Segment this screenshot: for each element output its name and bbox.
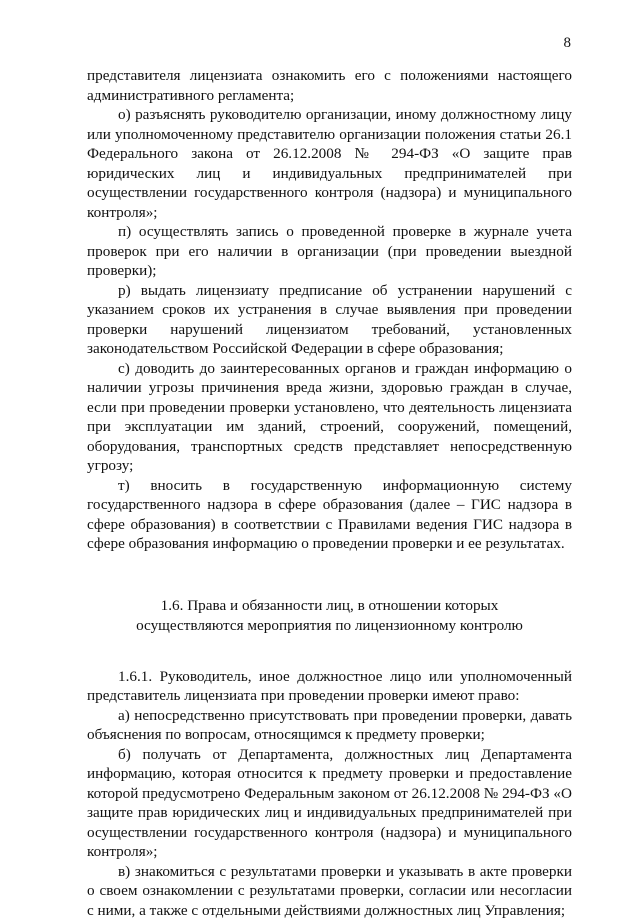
section-heading	[87, 596, 572, 636]
paragraph: с) доводить до заинтересованных органов и граждан информацию о наличии угрозы причинения вреда жизни, здоровью граждан в случае, если при проведении проверки установлено, что деятельность лицензиата при эксплуатации им зданий, строений, сооружений, помещений, оборудования, транспортных средств представляет непосредственную угрозу;	[87, 359, 572, 476]
section-heading-line-2: осуществляются мероприятия по лицензионному контролю	[87, 616, 572, 636]
paragraph: о) разъяснять руководителю организации, иному должностному лицу или уполномоченному представителю организации положения статьи 26.1 Федерального закона от 26.12.2008 № 294-ФЗ «О защите прав юридических лиц и индивидуальных предпринимателей при осуществлении государственного контроля (надзора) и муниципального контроля»;	[87, 105, 572, 222]
paragraph: представителя лицензиата ознакомить его с положениями настоящего административного регламента;	[87, 66, 572, 105]
paragraph: 1.6.1. Руководитель, иное должностное лицо или уполномоченный представитель лицензиата при проведении проверки имеют право:	[87, 667, 572, 706]
paragraph: п) осуществлять запись о проведенной проверке в журнале учета проверок при его наличии в организации (при проведении выездной проверки);	[87, 222, 572, 281]
section-heading-line-1: 1.6. Права и обязанности лиц, в отношении которых	[87, 596, 572, 616]
document-body	[87, 66, 572, 920]
paragraph: б) получать от Департамента, должностных лиц Департамента информацию, которая относится к предмету проверки и предоставление которой предусмотрено Федеральным законом от 26.12.2008 № 294-ФЗ «О защите прав юридических лиц и индивидуальных предпринимателей при осуществлении государственного контроля (надзора) и муниципального контроля»;	[87, 745, 572, 862]
paragraph: р) выдать лицензиату предписание об устранении нарушений с указанием сроков их устранения в случае выявления при проведении проверки нарушений лицензиатом требований, установленных законодательством Российской Федерации в сфере образования;	[87, 281, 572, 359]
paragraph: т) вносить в государственную информационную систему государственного надзора в сфере образования (далее – ГИС надзора в сфере образования) в соответствии с Правилами ведения ГИС надзора в сфере образования информацию о проведении проверки и ее результатах.	[87, 476, 572, 554]
page-number: 8	[564, 34, 572, 52]
paragraph: в) знакомиться с результатами проверки и указывать в акте проверки о своем ознакомлении с результатами проверки, согласии или несогласии с ними, а также с отдельными действиями должностных лиц Управления;	[87, 862, 572, 920]
paragraphs-top	[87, 66, 572, 554]
paragraph: а) непосредственно присутствовать при проведении проверки, давать объяснения по вопросам, относящимся к предмету проверки;	[87, 706, 572, 745]
paragraphs-bottom	[87, 667, 572, 920]
